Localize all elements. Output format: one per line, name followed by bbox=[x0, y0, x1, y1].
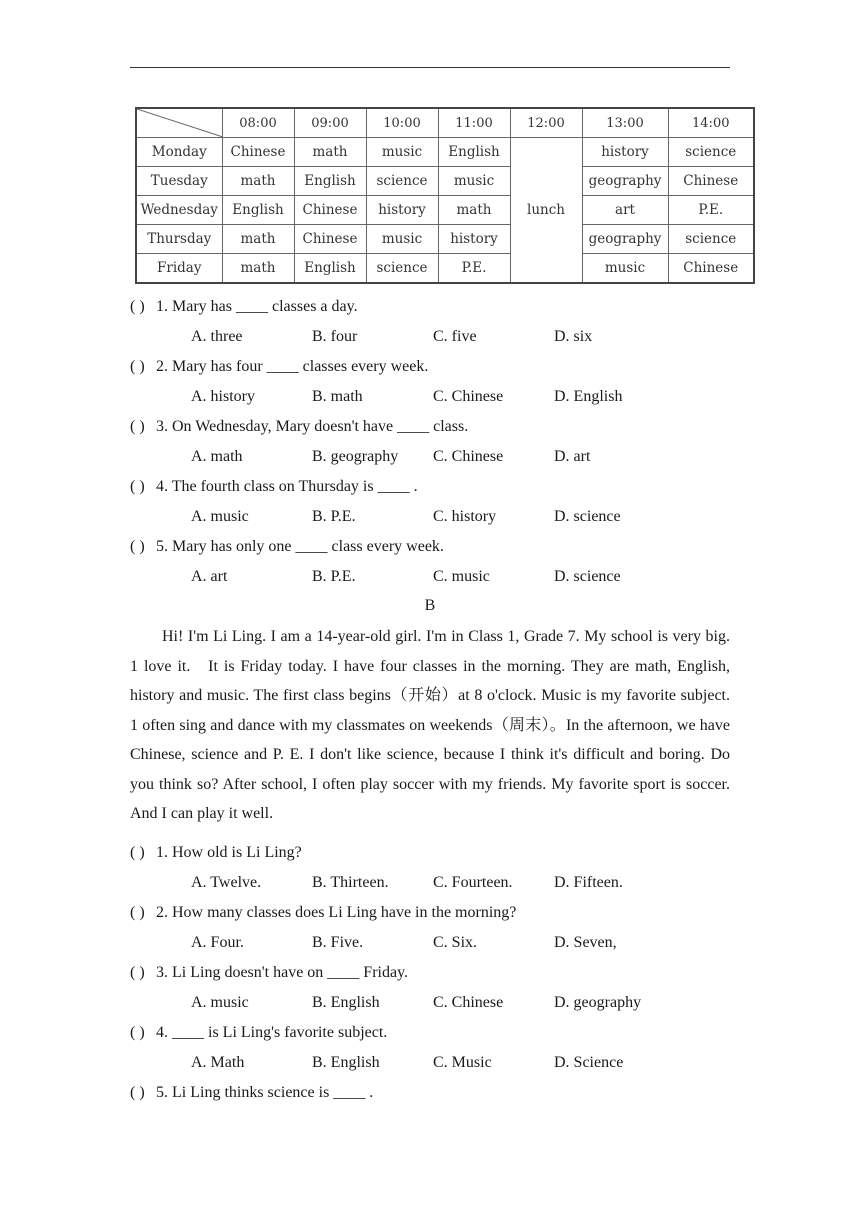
option: A. music bbox=[191, 508, 249, 525]
timetable-row bbox=[136, 254, 754, 284]
subject-cell: music bbox=[438, 167, 510, 196]
option: B. Five. bbox=[312, 934, 364, 951]
timetable-row bbox=[136, 167, 754, 196]
time-header: 13:00 bbox=[582, 108, 668, 138]
option: C. music bbox=[433, 568, 490, 585]
subject-cell: math bbox=[222, 167, 294, 196]
option: C. Fourteen. bbox=[433, 874, 513, 891]
option: A. three bbox=[191, 328, 243, 345]
subject-cell: Chinese bbox=[294, 196, 366, 225]
option: D. six bbox=[554, 328, 593, 345]
answer-bracket: ( ) bbox=[130, 1024, 145, 1041]
time-header: 12:00 bbox=[510, 108, 582, 138]
time-header: 11:00 bbox=[438, 108, 510, 138]
question-text: 3. On Wednesday, Mary doesn't have ____ class. bbox=[156, 418, 469, 435]
option: A. Four. bbox=[191, 934, 244, 951]
subject-cell: music bbox=[582, 254, 668, 284]
subject-cell: English bbox=[222, 196, 294, 225]
subject-cell: history bbox=[582, 138, 668, 167]
option: C. Chinese bbox=[433, 448, 504, 465]
subject-cell: math bbox=[222, 225, 294, 254]
option: B. math bbox=[312, 388, 363, 405]
option: B. P.E. bbox=[312, 568, 356, 585]
option: A. music bbox=[191, 994, 249, 1011]
option: C. five bbox=[433, 328, 477, 345]
timetable bbox=[135, 107, 755, 284]
question-a3 bbox=[130, 417, 468, 437]
time-header: 09:00 bbox=[294, 108, 366, 138]
subject-cell: Chinese bbox=[222, 138, 294, 167]
question-text: 5. Mary has only one ____ class every week. bbox=[156, 538, 444, 555]
subject-cell: Chinese bbox=[668, 254, 754, 284]
diagonal-corner-cell bbox=[136, 108, 222, 138]
option: B. four bbox=[312, 328, 358, 345]
question-text: 1. Mary has ____ classes a day. bbox=[156, 298, 358, 315]
option: C. Chinese bbox=[433, 388, 504, 405]
question-b1 bbox=[130, 843, 302, 863]
question-a4 bbox=[130, 477, 418, 497]
reading-passage bbox=[130, 622, 730, 829]
subject-cell: English bbox=[438, 138, 510, 167]
option: D. Seven, bbox=[554, 934, 617, 951]
subject-cell: music bbox=[366, 225, 438, 254]
subject-cell: science bbox=[668, 225, 754, 254]
day-cell: Thursday bbox=[136, 225, 222, 254]
question-b2 bbox=[130, 903, 516, 923]
option: A. Math bbox=[191, 1054, 245, 1071]
timetable-row bbox=[136, 138, 754, 167]
option: D. geography bbox=[554, 994, 642, 1011]
question-text: 5. Li Ling thinks science is ____ . bbox=[156, 1084, 374, 1101]
option: D. Science bbox=[554, 1054, 624, 1071]
answer-bracket: ( ) bbox=[130, 418, 145, 435]
question-text: 4. The fourth class on Thursday is ____ . bbox=[156, 478, 418, 495]
top-rule bbox=[130, 67, 730, 68]
subject-cell: math bbox=[438, 196, 510, 225]
question-b4 bbox=[130, 1023, 387, 1043]
question-text: 4. ____ is Li Ling's favorite subject. bbox=[156, 1024, 388, 1041]
subject-cell: P.E. bbox=[438, 254, 510, 284]
option: B. Thirteen. bbox=[312, 874, 389, 891]
option: B. English bbox=[312, 994, 380, 1011]
option: C. Chinese bbox=[433, 994, 504, 1011]
option: C. Six. bbox=[433, 934, 478, 951]
question-b5 bbox=[130, 1083, 373, 1103]
option: B. geography bbox=[312, 448, 399, 465]
day-cell: Monday bbox=[136, 138, 222, 167]
timetable-header-row bbox=[136, 108, 754, 138]
subject-cell: Chinese bbox=[668, 167, 754, 196]
option: D. Fifteen. bbox=[554, 874, 623, 891]
option: A. Twelve. bbox=[191, 874, 262, 891]
subject-cell: science bbox=[366, 167, 438, 196]
answer-bracket: ( ) bbox=[130, 964, 145, 981]
subject-cell: P.E. bbox=[668, 196, 754, 225]
question-a2 bbox=[130, 357, 428, 377]
subject-cell: history bbox=[438, 225, 510, 254]
lunch-cell: lunch bbox=[510, 138, 582, 284]
question-text: 2. How many classes does Li Ling have in the morning? bbox=[156, 904, 517, 921]
option: D. science bbox=[554, 508, 621, 525]
option: D. art bbox=[554, 448, 591, 465]
option: C. history bbox=[433, 508, 497, 525]
option: A. math bbox=[191, 448, 243, 465]
answer-bracket: ( ) bbox=[130, 904, 145, 921]
subject-cell: English bbox=[294, 254, 366, 284]
subject-cell: art bbox=[582, 196, 668, 225]
subject-cell: English bbox=[294, 167, 366, 196]
option: C. Music bbox=[433, 1054, 492, 1071]
subject-cell: math bbox=[294, 138, 366, 167]
answer-bracket: ( ) bbox=[130, 844, 145, 861]
answer-bracket: ( ) bbox=[130, 298, 145, 315]
question-a1 bbox=[130, 297, 358, 317]
option: B. P.E. bbox=[312, 508, 356, 525]
day-cell: Wednesday bbox=[136, 196, 222, 225]
option: D. science bbox=[554, 568, 621, 585]
answer-bracket: ( ) bbox=[130, 478, 145, 495]
option: A. art bbox=[191, 568, 228, 585]
option: A. history bbox=[191, 388, 255, 405]
question-a5 bbox=[130, 537, 444, 557]
answer-bracket: ( ) bbox=[130, 358, 145, 375]
passage-text: Hi! I'm Li Ling. I am a 14-year-old girl. I'm in Class 1, Grade 7. My school is very big. 1 love it. It is Friday today. I have four classes in the morning. They are math, English, history and music. The first class begins（开始）at 8 o'clock. Music is my favorite subject. 1 often sing and dance with my classmates on weekends（周末）。In the afternoon, we have Chinese, science and P. E. I don't like science, because I think it's difficult and boring. Do you think so? After school, I often play soccer with my friends. My favorite sport is soccer. And I can play it well. bbox=[130, 628, 730, 822]
option: B. English bbox=[312, 1054, 380, 1071]
day-cell: Tuesday bbox=[136, 167, 222, 196]
subject-cell: science bbox=[366, 254, 438, 284]
day-cell: Friday bbox=[136, 254, 222, 284]
question-b3 bbox=[130, 963, 408, 983]
answer-bracket: ( ) bbox=[130, 538, 145, 555]
subject-cell: history bbox=[366, 196, 438, 225]
diagonal-line bbox=[137, 109, 223, 137]
question-text: 1. How old is Li Ling? bbox=[156, 844, 302, 861]
section-heading-b: B bbox=[424, 597, 436, 614]
subject-cell: Chinese bbox=[294, 225, 366, 254]
time-header: 10:00 bbox=[366, 108, 438, 138]
timetable-row bbox=[136, 196, 754, 225]
option: D. English bbox=[554, 388, 623, 405]
timetable-row bbox=[136, 225, 754, 254]
subject-cell: geography bbox=[582, 167, 668, 196]
subject-cell: math bbox=[222, 254, 294, 284]
answer-bracket: ( ) bbox=[130, 1084, 145, 1101]
time-header: 14:00 bbox=[668, 108, 754, 138]
question-text: 2. Mary has four ____ classes every week. bbox=[156, 358, 429, 375]
time-header: 08:00 bbox=[222, 108, 294, 138]
subject-cell: science bbox=[668, 138, 754, 167]
subject-cell: music bbox=[366, 138, 438, 167]
subject-cell: geography bbox=[582, 225, 668, 254]
question-text: 3. Li Ling doesn't have on ____ Friday. bbox=[156, 964, 409, 981]
